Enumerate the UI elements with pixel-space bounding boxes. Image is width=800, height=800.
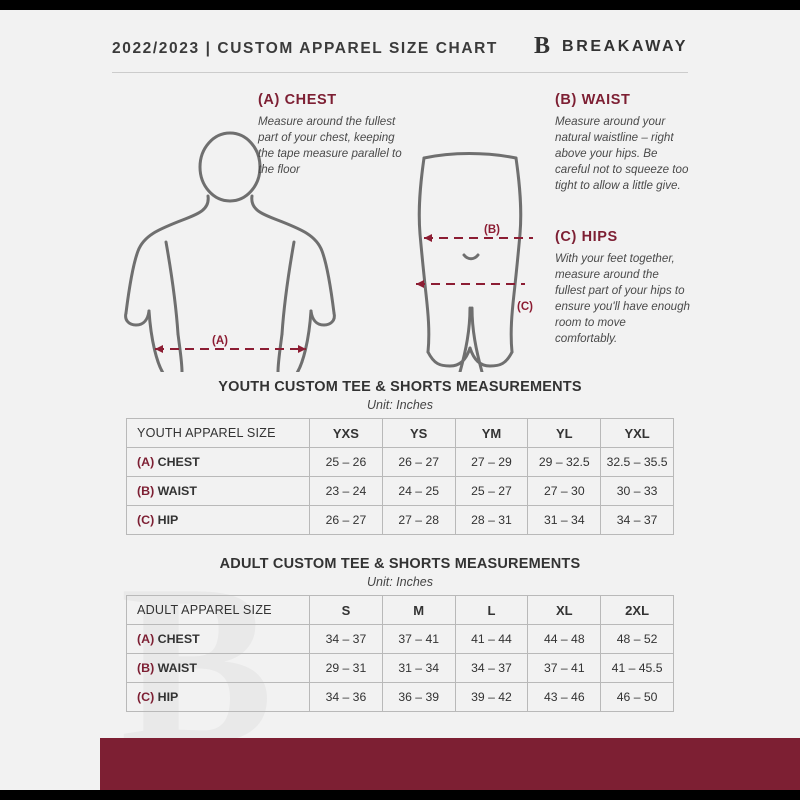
callout-chest-title xyxy=(258,92,406,108)
youth-chest-ys: 26 – 27 xyxy=(382,448,455,477)
youth-row-waist-marker: (B) xyxy=(137,484,155,498)
callout-chest-marker: (A) xyxy=(258,92,280,108)
table-header-row xyxy=(127,419,674,448)
youth-row-waist-label xyxy=(127,477,310,506)
adult-waist-m: 31 – 34 xyxy=(382,654,455,683)
youth-waist-yl: 27 – 30 xyxy=(528,477,601,506)
brand-lockup xyxy=(534,35,688,59)
youth-size-table xyxy=(126,418,674,535)
adult-row-chest-label xyxy=(127,625,310,654)
callout-chest-body: Measure around the fullest part of your chest, keeping the tape measure parallel to the floor xyxy=(258,115,402,176)
youth-row-hip-name: HIP xyxy=(157,513,179,527)
brand-name: BREAKAWAY xyxy=(562,38,688,55)
youth-row-chest-label xyxy=(127,448,310,477)
callout-chest-heading: CHEST xyxy=(284,92,337,108)
callout-waist-marker: (B) xyxy=(555,92,577,108)
youth-chest-yl: 29 – 32.5 xyxy=(528,448,601,477)
youth-waist-yxs: 23 – 24 xyxy=(310,477,383,506)
adult-row-chest-name: CHEST xyxy=(157,632,200,646)
youth-hip-yl: 31 – 34 xyxy=(528,506,601,535)
table-row xyxy=(127,683,674,712)
adult-hip-s: 34 – 36 xyxy=(310,683,383,712)
adult-table-unit: Unit: Inches xyxy=(366,575,433,589)
table-row xyxy=(127,506,674,535)
adult-col-3: XL xyxy=(528,596,601,625)
callout-hips-title xyxy=(555,229,690,245)
youth-row-hip-marker: (C) xyxy=(137,513,155,527)
page-title: 2022/2023 | CUSTOM APPAREL SIZE CHART xyxy=(112,40,498,57)
youth-hip-yxs: 26 – 27 xyxy=(310,506,383,535)
svg-text:(C): (C) xyxy=(517,301,533,313)
youth-col-4: YXL xyxy=(601,419,674,448)
callout-hips-marker: (C) xyxy=(555,229,577,245)
adult-waist-xl: 37 – 41 xyxy=(528,654,601,683)
youth-waist-ys: 24 – 25 xyxy=(382,477,455,506)
adult-chest-l: 41 – 44 xyxy=(455,625,528,654)
adult-col-1: M xyxy=(382,596,455,625)
callout-chest xyxy=(258,92,406,178)
callout-waist-heading: WAIST xyxy=(581,92,631,108)
callout-waist-body: Measure around your natural waistline – right above your hips. Be careful not to squeeze too tight to allow a little give. xyxy=(555,115,689,192)
adult-table-title: ADULT CUSTOM TEE & SHORTS MEASUREMENTS xyxy=(219,556,581,572)
youth-col-0: YXS xyxy=(310,419,383,448)
youth-col-3: YL xyxy=(528,419,601,448)
youth-hip-yxl: 34 – 37 xyxy=(601,506,674,535)
adult-row-waist-label xyxy=(127,654,310,683)
youth-row-chest-name: CHEST xyxy=(157,455,200,469)
adult-chest-xl: 44 – 48 xyxy=(528,625,601,654)
callout-waist-title xyxy=(555,92,690,108)
adult-waist-2xl: 41 – 45.5 xyxy=(601,654,674,683)
table-row xyxy=(127,654,674,683)
callout-hips-body: With your feet together, measure around the fullest part of your hips to ensure you'll have enough room to move comfortably. xyxy=(555,252,690,345)
callout-waist xyxy=(555,92,690,194)
youth-chest-ym: 27 – 29 xyxy=(455,448,528,477)
youth-chest-yxs: 25 – 26 xyxy=(310,448,383,477)
youth-header-label: YOUTH APPAREL SIZE xyxy=(127,419,310,448)
adult-chest-2xl: 48 – 52 xyxy=(601,625,674,654)
youth-hip-ym: 28 – 31 xyxy=(455,506,528,535)
adult-col-2: L xyxy=(455,596,528,625)
footer-accent-bar xyxy=(100,738,800,790)
adult-hip-m: 36 – 39 xyxy=(382,683,455,712)
adult-col-4: 2XL xyxy=(601,596,674,625)
adult-row-hip-marker: (C) xyxy=(137,690,155,704)
adult-chest-s: 34 – 37 xyxy=(310,625,383,654)
table-row xyxy=(127,448,674,477)
table-header-row xyxy=(127,596,674,625)
table-row xyxy=(127,477,674,506)
breakaway-logo-icon: B xyxy=(534,33,551,59)
adult-row-hip-label xyxy=(127,683,310,712)
adult-hip-l: 39 – 42 xyxy=(455,683,528,712)
table-row xyxy=(127,625,674,654)
adult-hip-2xl: 46 – 50 xyxy=(601,683,674,712)
adult-hip-xl: 43 – 46 xyxy=(528,683,601,712)
youth-col-2: YM xyxy=(455,419,528,448)
adult-chest-m: 37 – 41 xyxy=(382,625,455,654)
adult-row-hip-name: HIP xyxy=(157,690,179,704)
page-header xyxy=(0,10,800,72)
youth-row-hip-label xyxy=(127,506,310,535)
youth-chest-yxl: 32.5 – 35.5 xyxy=(601,448,674,477)
youth-table-unit: Unit: Inches xyxy=(366,398,433,412)
adult-row-waist-name: WAIST xyxy=(157,661,197,675)
youth-waist-yxl: 30 – 33 xyxy=(601,477,674,506)
svg-text:(B): (B) xyxy=(484,224,500,236)
youth-col-1: YS xyxy=(382,419,455,448)
callout-hips xyxy=(555,229,690,347)
youth-hip-ys: 27 – 28 xyxy=(382,506,455,535)
adult-size-table xyxy=(126,595,674,712)
page-bottom-edge xyxy=(0,790,800,800)
adult-row-chest-marker: (A) xyxy=(137,632,155,646)
youth-row-waist-name: WAIST xyxy=(157,484,197,498)
youth-table-title: YOUTH CUSTOM TEE & SHORTS MEASUREMENTS xyxy=(218,379,582,395)
size-chart-sheet xyxy=(0,10,800,790)
youth-row-chest-marker: (A) xyxy=(137,455,155,469)
svg-text:(A): (A) xyxy=(212,335,228,347)
youth-waist-ym: 25 – 27 xyxy=(455,477,528,506)
adult-row-waist-marker: (B) xyxy=(137,661,155,675)
adult-waist-l: 34 – 37 xyxy=(455,654,528,683)
callout-hips-heading: HIPS xyxy=(581,229,618,245)
adult-col-0: S xyxy=(310,596,383,625)
adult-waist-s: 29 – 31 xyxy=(310,654,383,683)
adult-header-label: ADULT APPAREL SIZE xyxy=(127,596,310,625)
